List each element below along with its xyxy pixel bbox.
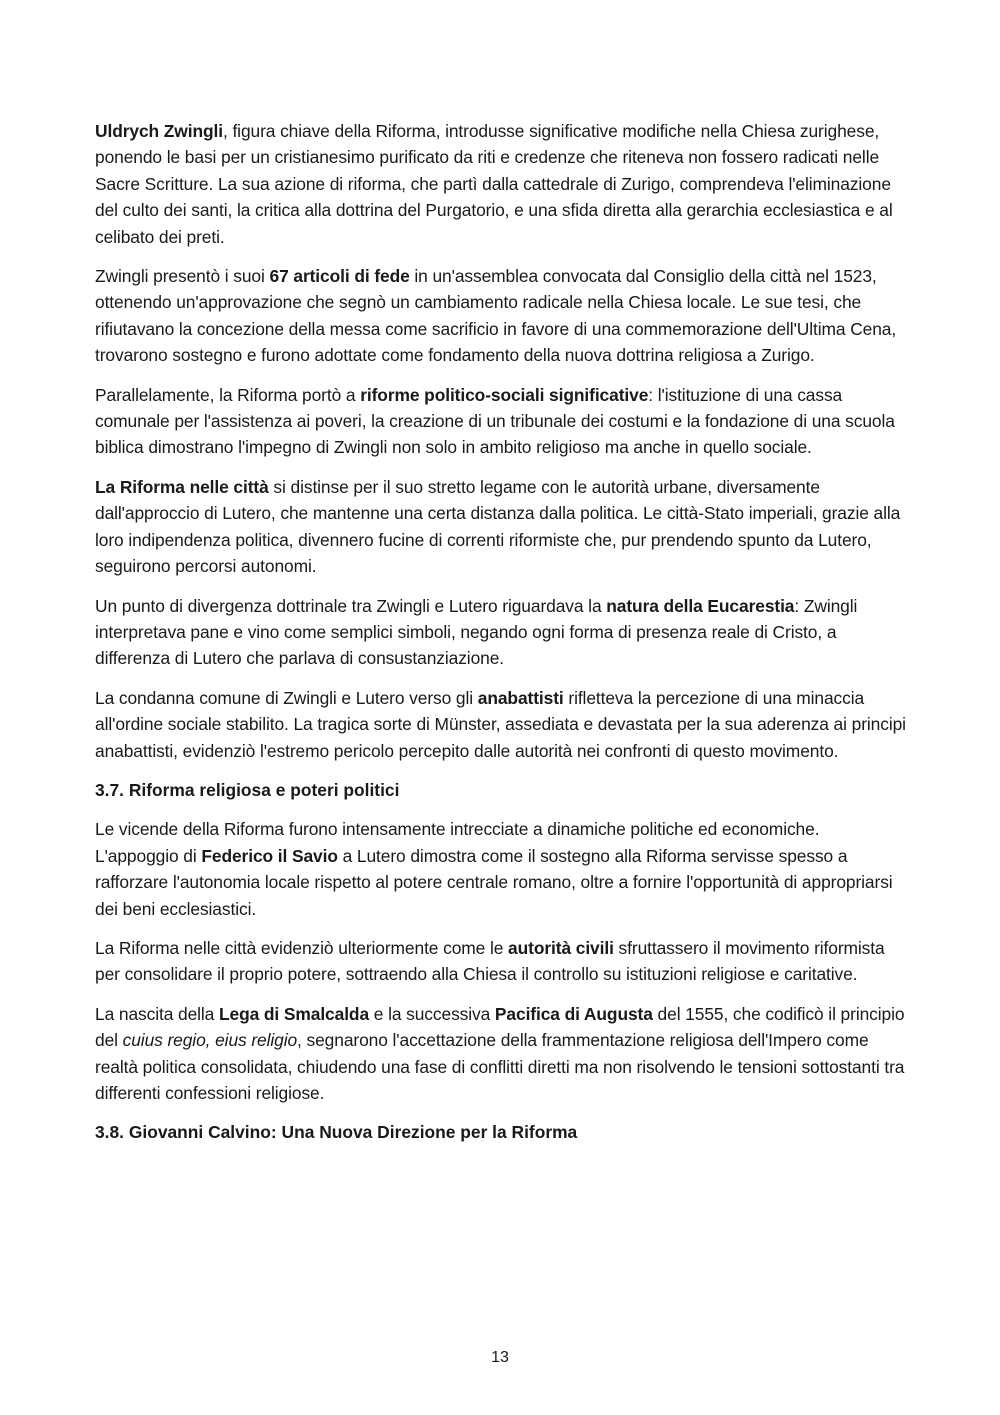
paragraph-eucarestia bbox=[95, 593, 907, 672]
paragraph-autorita-civili bbox=[95, 935, 907, 988]
body-text: si distinse per il suo stretto legame con le autorità urbane, diversamente dall'approccio di Lutero, che mantenne una certa distanza dalla politica. Le città-Stato imperiali, grazie alla loro indipendenza politica, divennero fucine di correnti riformiste che, pur prendendo spunto da Lutero, seguirono percorsi autonomi. bbox=[95, 476, 901, 577]
body-text: Un punto di divergenza dottrinale tra Zwingli e Lutero riguardava la bbox=[95, 595, 607, 616]
paragraph-67-articoli bbox=[95, 263, 907, 369]
bold-text: autorità civili bbox=[508, 937, 614, 958]
paragraph-anabattisti bbox=[95, 685, 907, 764]
body-text: rifletteva la percezione di una minaccia all'ordine sociale stabilito. La tragica sorte di Münster, assediata e devastata per la sua aderenza ai principi anabattisti, evidenziò l'estremo pericolo percepito dalle autorità nei confronti di questo movimento. bbox=[95, 687, 906, 761]
bold-text: Pacifica di Augusta bbox=[494, 1003, 653, 1024]
bold-text: Federico il Savio bbox=[201, 845, 338, 866]
bold-text: riforme politico-sociali significative bbox=[360, 384, 649, 405]
body-text: Zwingli presentò i suoi bbox=[95, 266, 270, 287]
body-text: del 1555, che codificò il principio del bbox=[95, 1003, 905, 1051]
body-text: : Zwingli interpretava pane e vino come semplici simboli, negando ogni forma di presenza reale di Cristo, a differenza di Lutero che parlava di consustanziazione. bbox=[95, 595, 858, 669]
document-body bbox=[95, 118, 907, 1159]
bold-text: natura della Eucarestia bbox=[606, 595, 795, 616]
body-text: , figura chiave della Riforma, introdusse significative modifiche nella Chiesa zurighese, ponendo le basi per un cristianesimo purificato da riti e credenze che riteneva non fossero radicati nelle Sacre Scritture. La sua azione di riforma, che partì dalla cattedrale di Zurigo, comprendeva l'eliminazione del culto dei santi, la critica alla dottrina del Purgatorio, e una sfida diretta alla gerarchia ecclesiastica e al celibato dei preti. bbox=[95, 121, 893, 247]
body-text: sfruttassero il movimento riformista per consolidare il proprio potere, sottraendo alla Chiesa il controllo su istituzioni religiose e caritative. bbox=[95, 937, 885, 985]
paragraph-zwingli-intro bbox=[95, 118, 907, 250]
italic-text: cuius regio, eius religio bbox=[122, 1030, 298, 1051]
paragraph-riforma-citta bbox=[95, 474, 907, 580]
body-text: e la successiva bbox=[369, 1003, 495, 1024]
body-text: La condanna comune di Zwingli e Lutero verso gli bbox=[95, 687, 478, 708]
bold-text: La Riforma nelle città bbox=[95, 476, 269, 497]
bold-text: Uldrych Zwingli bbox=[95, 121, 223, 141]
body-text: La nascita della bbox=[95, 1003, 219, 1024]
body-text: : l'istituzione di una cassa comunale per l'assistenza ai poveri, la creazione di un tribunale dei costumi e la fondazione di una scuola biblica dimostrano l'impegno di Zwingli non solo in ambito religioso ma anche in quello sociale. bbox=[95, 384, 895, 458]
page-number: 13 bbox=[491, 1349, 509, 1366]
bold-text: 67 articoli di fede bbox=[269, 266, 410, 287]
bold-text: Lega di Smalcalda bbox=[218, 1003, 370, 1024]
body-text: , segnarono l'accettazione della frammentazione religiosa dell'Impero come realtà politica consolidata, chiudendo una fase di conflitti diretti ma non risolvendo le tensioni sottostanti tra differenti confessioni religiose. bbox=[95, 1030, 905, 1103]
body-text: Parallelamente, la Riforma portò a bbox=[95, 384, 361, 405]
section-heading-3-8: 3.8. Giovanni Calvino: Una Nuova Direzione per la Riforma bbox=[95, 1122, 578, 1143]
paragraph-smalcalda bbox=[95, 1001, 907, 1107]
bold-text: anabattisti bbox=[477, 687, 564, 708]
paragraph-riforme-sociali bbox=[95, 382, 907, 461]
body-text: in un'assemblea convocata dal Consiglio della città nel 1523, ottenendo un'approvazione che segnò un cambiamento radicale nella Chiesa locale. Le sue tesi, che rifiutavano la concezione della messa come sacrificio in favore di una commemorazione dell'Ultima Cena, trovarono sostegno e furono adottate come fondamento della nuova dottrina religiosa a Zurigo. bbox=[95, 266, 897, 366]
paragraph-federico bbox=[95, 816, 907, 922]
section-heading-3-7: 3.7. Riforma religiosa e poteri politici bbox=[95, 779, 400, 800]
body-text: La Riforma nelle città evidenziò ulteriormente come le bbox=[95, 937, 509, 958]
body-text: Le vicende della Riforma furono intensamente intrecciate a dinamiche politiche ed economiche. L'appoggio di bbox=[95, 819, 820, 866]
body-text: a Lutero dimostra come il sostegno alla Riforma servisse spesso a rafforzare l'autonomia locale rispetto al potere centrale romano, oltre a fornire l'opportunità di appropriarsi dei beni ecclesiastici. bbox=[95, 845, 893, 919]
